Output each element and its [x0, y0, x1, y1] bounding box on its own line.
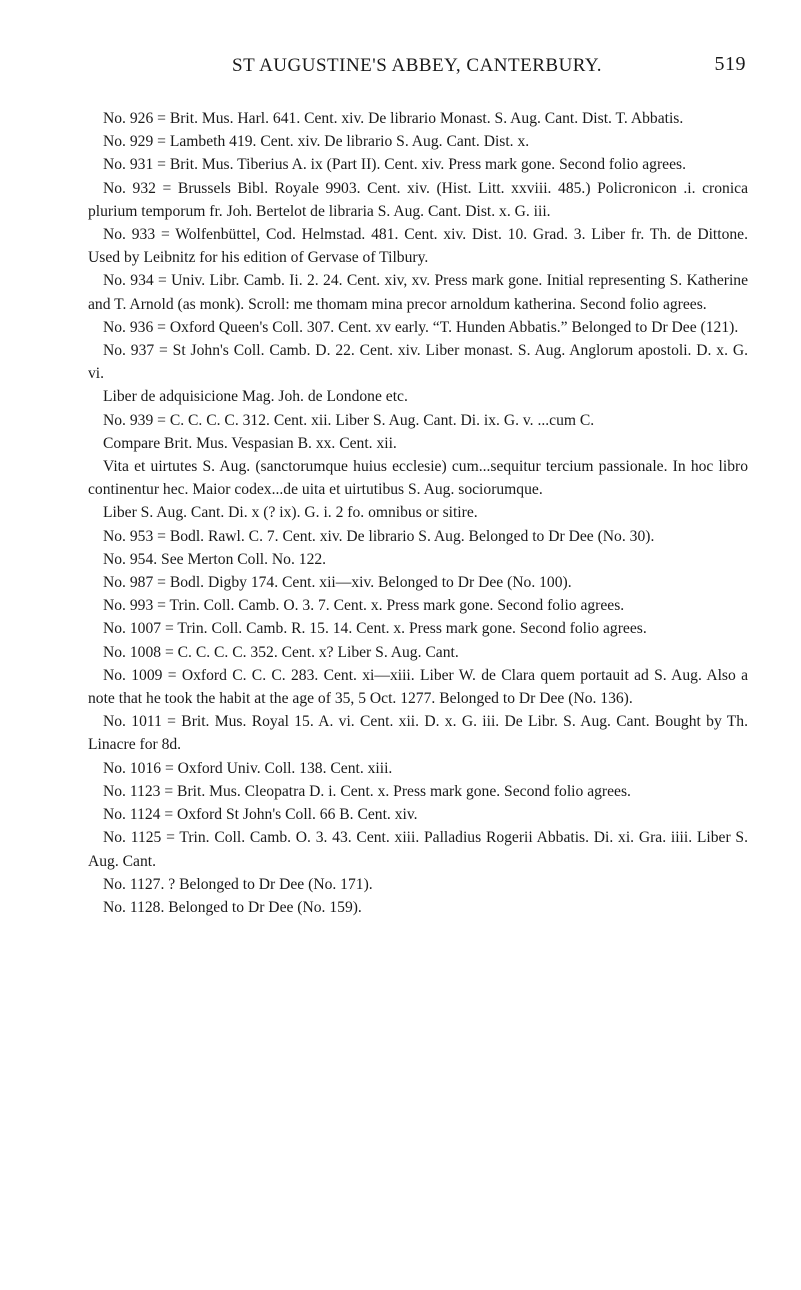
running-head — [88, 55, 746, 85]
entry-paragraph: No. 931 = Brit. Mus. Tiberius A. ix (Part II). Cent. xiv. Press mark gone. Second folio agrees. — [103, 156, 686, 174]
entry-paragraph: No. 1124 = Oxford St John's Coll. 66 B. Cent. xiv. — [103, 806, 418, 824]
entry-paragraph: No. 937 = St John's Coll. Camb. D. 22. Cent. xiv. Liber monast. S. Aug. Anglorum apostoli. D. x. G. vi. — [88, 342, 748, 383]
entry-paragraph: No. 933 = Wolfenbüttel, Cod. Helmstad. 481. Cent. xiv. Dist. 10. Grad. 3. Liber fr. Th. de Dittone. Used by Leibnitz for his edition of Gervase of Tilbury. — [88, 226, 748, 267]
entry-paragraph: No. 1007 = Trin. Coll. Camb. R. 15. 14. Cent. x. Press mark gone. Second folio agrees. — [103, 620, 647, 638]
entry-paragraph: No. 932 = Brussels Bibl. Royale 9903. Cent. xiv. (Hist. Litt. xxviii. 485.) Policronicon .i. cronica plurium temporum fr. Joh. Bertelot de libraria S. Aug. Cant. Dist. x. G. iii. — [88, 179, 748, 220]
entry-paragraph: Liber S. Aug. Cant. Di. x (? ix). G. i. 2 fo. omnibus or sitire. — [103, 504, 478, 522]
entry-paragraph: No. 934 = Univ. Libr. Camb. Ii. 2. 24. Cent. xiv, xv. Press mark gone. Initial representing S. Katherine and T. Arnold (as monk). Scroll: me thomam mina precor arnoldum katherina. Second folio agrees. — [88, 272, 748, 313]
entry-paragraph: No. 929 = Lambeth 419. Cent. xiv. De librario S. Aug. Cant. Dist. x. — [103, 133, 530, 151]
entry-paragraph: No. 1125 = Trin. Coll. Camb. O. 3. 43. Cent. xiii. Palladius Rogerii Abbatis. Di. xi. Gra. iiii. Liber S. Aug. Cant. — [88, 829, 748, 870]
entry-paragraph: No. 1009 = Oxford C. C. C. 283. Cent. xi—xiii. Liber W. de Clara quem portauit ad S. Aug. Also a note that he took the habit at the age of 35, 5 Oct. 1277. Belonged to Dr Dee (No. 136). — [88, 666, 748, 708]
entry-paragraph: No. 939 = C. C. C. C. 312. Cent. xii. Liber S. Aug. Cant. Di. ix. G. v. ...cum C. — [103, 411, 595, 429]
entry-paragraph: No. 954. See Merton Coll. No. 122. — [103, 550, 327, 568]
entry-paragraph: No. 1008 = C. C. C. C. 352. Cent. x? Liber S. Aug. Cant. — [103, 643, 459, 661]
page-number: 519 — [714, 53, 746, 75]
entry-paragraph: No. 926 = Brit. Mus. Harl. 641. Cent. xiv. De librario Monast. S. Aug. Cant. Dist. T. Abbatis. — [103, 110, 684, 127]
entry-paragraph: Compare Brit. Mus. Vespasian B. xx. Cent. xii. — [103, 434, 397, 452]
entry-paragraph: No. 1128. Belonged to Dr Dee (No. 159). — [103, 898, 362, 916]
entry-paragraph: No. 1016 = Oxford Univ. Coll. 138. Cent. xiii. — [103, 759, 393, 777]
entry-paragraph: Liber de adquisicione Mag. Joh. de Londone etc. — [103, 388, 408, 406]
entry-paragraph: No. 953 = Bodl. Rawl. C. 7. Cent. xiv. De librario S. Aug. Belonged to Dr Dee (No. 30). — [103, 527, 655, 545]
catalogue-entries — [88, 107, 748, 919]
entry-paragraph: No. 1123 = Brit. Mus. Cleopatra D. i. Cent. x. Press mark gone. Second folio agrees. — [103, 782, 631, 800]
entry-paragraph: No. 987 = Bodl. Digby 174. Cent. xii—xiv. Belonged to Dr Dee (No. 100). — [103, 574, 572, 592]
entry-paragraph: No. 936 = Oxford Queen's Coll. 307. Cent. xv early. “T. Hunden Abbatis.” Belonged to Dr Dee (121). — [103, 318, 739, 336]
entry-paragraph: Vita et uirtutes S. Aug. (sanctorumque huius ecclesie) cum...sequitur tercium passionale. In hoc libro continentur hec. Maior codex...de uita et uirtutibus S. Aug. sociorumque. — [88, 458, 748, 499]
entry-paragraph: No. 993 = Trin. Coll. Camb. O. 3. 7. Cent. x. Press mark gone. Second folio agrees. — [103, 597, 625, 615]
entry-paragraph: No. 1011 = Brit. Mus. Royal 15. A. vi. Cent. xii. D. x. G. iii. De Libr. S. Aug. Cant. Bought by Th. Linacre for 8d. — [88, 713, 748, 754]
entry-paragraph: No. 1127. ? Belonged to Dr Dee (No. 171). — [103, 875, 373, 893]
running-title: ST AUGUSTINE'S ABBEY, CANTERBURY. — [232, 55, 602, 76]
